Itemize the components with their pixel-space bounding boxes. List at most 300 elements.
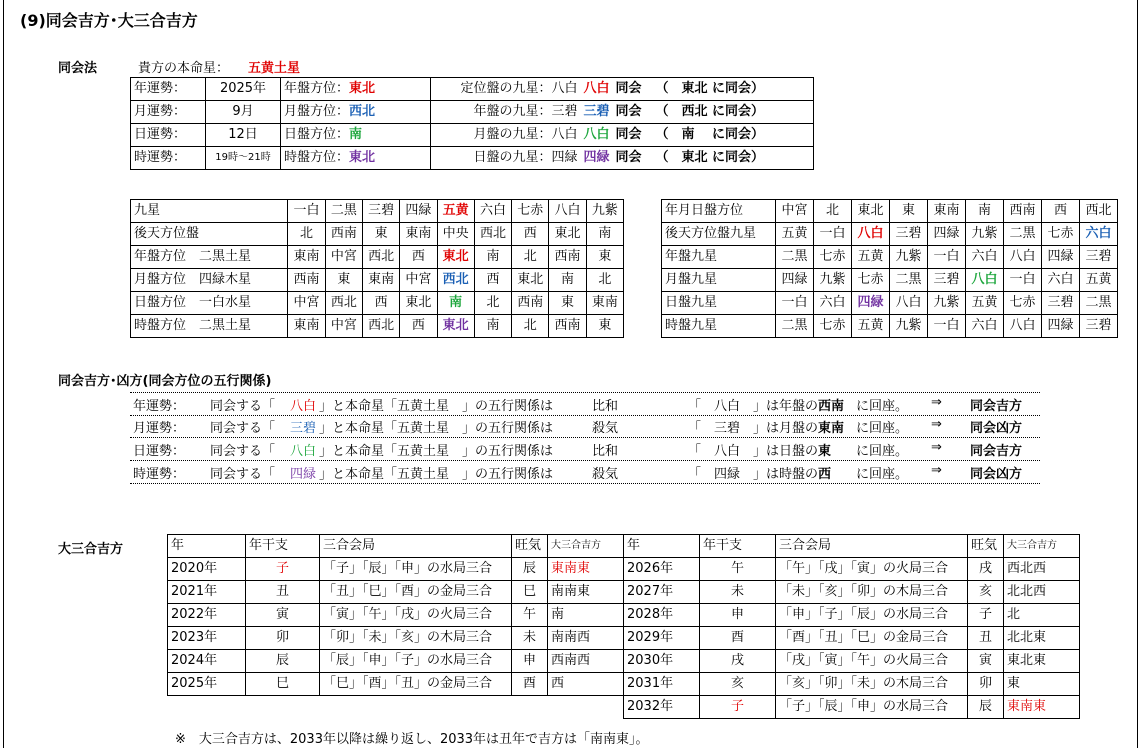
houi-header-cell: 中宮 <box>776 200 814 223</box>
houi-cell: 七赤 <box>814 246 852 269</box>
kyusei-header-cell: 一白 <box>288 200 325 223</box>
houi-cell: 三碧 <box>928 269 966 292</box>
daisango-kyoku: 「巳」「酉」「丑」の金局三合 <box>320 673 512 696</box>
kyusei-cell: 南 <box>437 292 474 315</box>
daisango-direction: 東南東 <box>548 558 624 581</box>
daisango-header-cell: 旺気 <box>512 535 548 558</box>
kikyo-q1: 「 四緑 」は時盤の <box>688 467 819 482</box>
houi-cell: 三碧 <box>890 223 928 246</box>
kyusei-header-cell: 二黒 <box>325 200 362 223</box>
daisango-kyoku: 「亥」「卯」「未」の木局三合 <box>776 673 968 696</box>
daisango-direction: 南南西 <box>548 627 624 650</box>
daisango-year: 2029年 <box>624 627 700 650</box>
daisango-row <box>168 604 1080 627</box>
kyusei-row <box>131 269 624 292</box>
daisango-header-row <box>168 535 1080 558</box>
kyusei-cell: 北 <box>288 223 325 246</box>
daisango-direction: 西 <box>548 673 624 696</box>
daisango-header-cell: 年干支 <box>246 535 320 558</box>
doukai-label: 日運勢： <box>131 124 206 147</box>
doukai-doukai: 同会 <box>615 104 642 119</box>
doukai-dir-label: 年盤方位： <box>284 81 350 96</box>
houi-cell: 日盤九星 <box>662 292 776 315</box>
kikyo-arrow: ⇒ <box>931 463 942 478</box>
doukai-value: 2025年 <box>206 78 281 101</box>
houi-cell: 九紫 <box>928 292 966 315</box>
kikyo-q1: 「 三碧 」は月盤の <box>688 421 819 436</box>
daisango-year: 2022年 <box>168 604 246 627</box>
daisango-note: ※ 大三合吉方は、2033年以降は繰り返し、2033年は丑年で吉方は「南南東」。 <box>175 732 649 747</box>
doukai-paren-dir: （ 東北 に同会） <box>655 81 765 96</box>
kyusei-header-cell: 九星 <box>131 200 288 223</box>
daisango-kanshi: 酉 <box>700 627 776 650</box>
daisango-header-cell: 年 <box>168 535 246 558</box>
houi-cell: 九紫 <box>966 223 1004 246</box>
kyusei-cell: 中宮 <box>325 246 362 269</box>
kikyo-result: 同会吉方 <box>970 399 1023 414</box>
kyusei-cell: 南 <box>474 246 511 269</box>
doukai-star: 八白 <box>551 127 578 142</box>
doukai-result-cell <box>581 147 814 170</box>
kyusei-cell: 東 <box>586 315 623 338</box>
daisango-ouki: 亥 <box>968 581 1004 604</box>
doukai-paren-dir: （ 西北 に同会） <box>655 104 765 119</box>
houi-cell: 六白 <box>814 292 852 315</box>
daisango-ouki: 巳 <box>512 581 548 604</box>
houi-cell: 八白 <box>1004 246 1042 269</box>
daisango-empty-cell <box>320 696 512 719</box>
kikyo-q2: に回座。 <box>856 467 909 482</box>
kyusei-cell: 東北 <box>437 315 474 338</box>
daisango-direction: 北北東 <box>1004 627 1080 650</box>
daisango-header-cell: 三合会局 <box>320 535 512 558</box>
daisango-kanshi: 未 <box>700 581 776 604</box>
kikyo-row <box>130 438 1040 461</box>
daisango-ouki: 丑 <box>968 627 1004 650</box>
doukai-heading: 同会法 <box>58 61 98 76</box>
kyusei-cell: 東南 <box>362 269 399 292</box>
houi-cell: 二黒 <box>1080 292 1118 315</box>
kyusei-cell: 時盤方位 二黒土星 <box>131 315 288 338</box>
daisango-kanshi: 子 <box>246 558 320 581</box>
houi-cell: 一白 <box>776 292 814 315</box>
kyusei-cell: 西北 <box>362 246 399 269</box>
kikyo-result: 同会凶方 <box>970 421 1023 436</box>
kikyo-row <box>130 461 1040 484</box>
houi-cell: 一白 <box>1004 269 1042 292</box>
houi-cell: 八白 <box>1004 315 1042 338</box>
kikyo-label: 日運勢： <box>133 444 186 459</box>
kikyo-relation: 比和 <box>592 399 619 414</box>
houi-header-cell: 東 <box>890 200 928 223</box>
daisango-kanshi: 卯 <box>246 627 320 650</box>
houi-header-cell: 東南 <box>928 200 966 223</box>
kikyo-star: 八白 <box>290 399 317 414</box>
daisango-row <box>168 558 1080 581</box>
honmei-label: 貴方の本命星： <box>138 61 230 76</box>
daisango-year: 2028年 <box>624 604 700 627</box>
daisango-kyoku: 「寅」「午」「戌」の火局三合 <box>320 604 512 627</box>
daisango-empty-cell <box>246 696 320 719</box>
doukai-star: 八白 <box>551 81 578 96</box>
daisango-direction: 北北西 <box>1004 581 1080 604</box>
doukai-star-colored: 四緑 <box>583 150 610 165</box>
kyusei-header-cell: 五黄 <box>437 200 474 223</box>
kikyo-label: 年運勢： <box>133 399 186 414</box>
doukai-star-colored: 三碧 <box>583 104 610 119</box>
kikyo-label: 月運勢： <box>133 421 186 436</box>
doukai-dir: 西北 <box>349 104 376 119</box>
kikyo-arrow: ⇒ <box>931 440 942 455</box>
daisango-kyoku: 「酉」「丑」「巳」の金局三合 <box>776 627 968 650</box>
houi-cell: 後天方位盤九星 <box>662 223 776 246</box>
houi-cell: 年盤九星 <box>662 246 776 269</box>
kyusei-cell: 北 <box>512 315 549 338</box>
kyusei-cell: 東南 <box>288 315 325 338</box>
houi-cell: 六白 <box>966 246 1004 269</box>
daisango-year: 2025年 <box>168 673 246 696</box>
daisango-ouki: 辰 <box>968 696 1004 719</box>
kyusei-cell: 西北 <box>437 269 474 292</box>
houi-cell: 四緑 <box>1042 315 1080 338</box>
doukai-dir: 南 <box>349 127 363 142</box>
houi-cell: 二黒 <box>776 246 814 269</box>
kyusei-cell: 中央 <box>437 223 474 246</box>
doukai-star-cell <box>431 101 581 124</box>
daisango-direction: 南南東 <box>548 581 624 604</box>
doukai-dir-label: 月盤方位： <box>284 104 350 119</box>
kikyo-q2: に回座。 <box>856 421 909 436</box>
kyusei-cell: 東 <box>586 246 623 269</box>
kyusei-cell: 東南 <box>288 246 325 269</box>
daisango-ouki: 子 <box>968 604 1004 627</box>
daisango-year: 2023年 <box>168 627 246 650</box>
kikyo-row <box>130 415 1040 438</box>
daisango-ouki: 戌 <box>968 558 1004 581</box>
kyusei-cell: 日盤方位 一白水星 <box>131 292 288 315</box>
daisango-header-cell: 大三合吉方 <box>1004 535 1080 558</box>
houi-cell: 一白 <box>928 246 966 269</box>
kyusei-cell: 年盤方位 二黒土星 <box>131 246 288 269</box>
daisango-direction: 南 <box>548 604 624 627</box>
kikyo-post: 」と本命星「五黄土星 」の五行関係は <box>319 467 554 482</box>
kyusei-row <box>131 223 624 246</box>
houi-cell: 月盤九星 <box>662 269 776 292</box>
kyusei-cell: 東北 <box>437 246 474 269</box>
doukai-dir: 東北 <box>349 150 376 165</box>
houi-cell: 三碧 <box>1042 292 1080 315</box>
houi-header-cell: 西 <box>1042 200 1080 223</box>
daisango-empty-cell <box>168 696 246 719</box>
houi-header-cell: 年月日盤方位 <box>662 200 776 223</box>
kyusei-cell: 北 <box>512 246 549 269</box>
kyusei-cell: 後天方位盤 <box>131 223 288 246</box>
daisango-kyoku: 「午」「戌」「寅」の火局三合 <box>776 558 968 581</box>
houi-cell: 五黄 <box>776 223 814 246</box>
houi-header-cell: 西南 <box>1004 200 1042 223</box>
kikyo-q2: に回座。 <box>856 399 909 414</box>
doukai-star-label: 日盤の九星： <box>473 150 552 165</box>
kyusei-cell: 東 <box>549 292 586 315</box>
daisango-kanshi: 丑 <box>246 581 320 604</box>
houi-cell: 四緑 <box>928 223 966 246</box>
kyusei-cell: 東 <box>362 223 399 246</box>
kyusei-cell: 南 <box>586 223 623 246</box>
daisango-year: 2020年 <box>168 558 246 581</box>
kyusei-cell: 東 <box>325 269 362 292</box>
doukai-dir-cell <box>281 124 431 147</box>
houi-cell: 九紫 <box>890 246 928 269</box>
daisango-kyoku: 「戌」「寅」「午」の火局三合 <box>776 650 968 673</box>
houi-cell: 八白 <box>852 223 890 246</box>
houi-cell: 五黄 <box>966 292 1004 315</box>
doukai-star-cell <box>431 124 581 147</box>
daisango-kyoku: 「未」「亥」「卯」の木局三合 <box>776 581 968 604</box>
daisango-ouki: 卯 <box>968 673 1004 696</box>
kyusei-row <box>131 246 624 269</box>
daisango-year: 2024年 <box>168 650 246 673</box>
houi-cell: 一白 <box>928 315 966 338</box>
daisango-kyoku: 「申」「子」「辰」の水局三合 <box>776 604 968 627</box>
kyusei-header-row <box>131 200 624 223</box>
daisango-year: 2026年 <box>624 558 700 581</box>
houi-cell: 二黒 <box>776 315 814 338</box>
doukai-label: 月運勢： <box>131 101 206 124</box>
kikyo-q1: 「 八白 」は日盤の <box>688 444 819 459</box>
daisango-empty-cell <box>512 696 548 719</box>
kikyo-dir: 西 <box>818 467 832 482</box>
kyusei-cell: 西南 <box>549 315 586 338</box>
doukai-star: 四緑 <box>551 150 578 165</box>
kyusei-header-cell: 三碧 <box>362 200 399 223</box>
houi-header-cell: 北 <box>814 200 852 223</box>
daisango-kyoku: 「丑」「巳」「酉」の金局三合 <box>320 581 512 604</box>
daisango-header-cell: 三合会局 <box>776 535 968 558</box>
kikyo-dir: 西南 <box>818 399 845 414</box>
houi-cell: 五黄 <box>1080 269 1118 292</box>
houi-row <box>662 223 1118 246</box>
daisango-kanshi: 寅 <box>246 604 320 627</box>
daisango-year: 2032年 <box>624 696 700 719</box>
daisango-heading: 大三合吉方 <box>58 542 124 557</box>
houi-cell: 四緑 <box>852 292 890 315</box>
houi-row <box>662 269 1118 292</box>
daisango-header-cell: 旺気 <box>968 535 1004 558</box>
kyusei-cell: 中宮 <box>400 269 437 292</box>
kyusei-cell: 西北 <box>325 292 362 315</box>
daisango-header-cell: 大三合吉方 <box>548 535 624 558</box>
daisango-direction: 西南西 <box>548 650 624 673</box>
houi-cell: 七赤 <box>1042 223 1080 246</box>
doukai-star: 三碧 <box>551 104 578 119</box>
daisango-kanshi: 午 <box>700 558 776 581</box>
kyusei-header-cell: 六白 <box>474 200 511 223</box>
daisango-ouki: 申 <box>512 650 548 673</box>
kyusei-cell: 西 <box>362 292 399 315</box>
doukai-doukai: 同会 <box>615 150 642 165</box>
daisango-kanshi: 申 <box>700 604 776 627</box>
kyusei-cell: 東南 <box>586 292 623 315</box>
daisango-year: 2030年 <box>624 650 700 673</box>
doukai-dir-cell <box>281 147 431 170</box>
daisango-kanshi: 辰 <box>246 650 320 673</box>
kikyo-post: 」と本命星「五黄土星 」の五行関係は <box>319 399 554 414</box>
daisango-ouki: 未 <box>512 627 548 650</box>
doukai-value: 9月 <box>206 101 281 124</box>
kyusei-row <box>131 292 624 315</box>
doukai-paren-dir: （ 南 に同会） <box>655 127 765 142</box>
houi-table <box>661 199 1118 338</box>
kikyo-pre: 同会する「 <box>210 399 276 414</box>
doukai-result-cell <box>581 124 814 147</box>
kyusei-cell: 北 <box>586 269 623 292</box>
houi-cell: 九紫 <box>814 269 852 292</box>
kyusei-cell: 西北 <box>362 315 399 338</box>
kikyo-star: 四緑 <box>290 467 317 482</box>
kyusei-cell: 西南 <box>512 292 549 315</box>
kyusei-header-cell: 九紫 <box>586 200 623 223</box>
kyusei-cell: 西 <box>474 269 511 292</box>
daisango-direction: 西北西 <box>1004 558 1080 581</box>
doukai-value: 12日 <box>206 124 281 147</box>
kyusei-cell: 東北 <box>512 269 549 292</box>
doukai-doukai: 同会 <box>615 127 642 142</box>
houi-row <box>662 246 1118 269</box>
kikyo-pre: 同会する「 <box>210 467 276 482</box>
houi-cell: 六白 <box>1042 269 1080 292</box>
houi-cell: 七赤 <box>814 315 852 338</box>
daisango-kanshi: 子 <box>700 696 776 719</box>
daisango-year: 2031年 <box>624 673 700 696</box>
houi-cell: 八白 <box>890 292 928 315</box>
kikyo-pre: 同会する「 <box>210 444 276 459</box>
daisango-row <box>168 673 1080 696</box>
daisango-empty-cell <box>548 696 624 719</box>
doukai-paren-dir: （ 東北 に同会） <box>655 150 765 165</box>
kikyo-pre: 同会する「 <box>210 421 276 436</box>
houi-cell: 四緑 <box>776 269 814 292</box>
doukai-row <box>131 101 814 124</box>
doukai-label: 年運勢： <box>131 78 206 101</box>
kyusei-cell: 東北 <box>400 292 437 315</box>
daisango-kanshi: 亥 <box>700 673 776 696</box>
daisango-row <box>168 696 1080 719</box>
houi-cell: 三碧 <box>1080 246 1118 269</box>
kikyo-post: 」と本命星「五黄土星 」の五行関係は <box>319 421 554 436</box>
daisango-ouki: 寅 <box>968 650 1004 673</box>
kyusei-row <box>131 315 624 338</box>
houi-cell: 七赤 <box>1004 292 1042 315</box>
daisango-header-cell: 年 <box>624 535 700 558</box>
kyusei-cell: 西南 <box>549 246 586 269</box>
kyusei-cell: 南 <box>474 315 511 338</box>
doukai-star-label: 年盤の九星： <box>473 104 552 119</box>
kikyo-post: 」と本命星「五黄土星 」の五行関係は <box>319 444 554 459</box>
doukai-star-cell <box>431 147 581 170</box>
kikyo-row <box>130 392 1040 416</box>
houi-cell: 八白 <box>966 269 1004 292</box>
kikyo-relation: 比和 <box>592 444 619 459</box>
daisango-kyoku: 「辰」「申」「子」の水局三合 <box>320 650 512 673</box>
houi-header-cell: 西北 <box>1080 200 1118 223</box>
daisango-ouki: 辰 <box>512 558 548 581</box>
kyusei-cell: 西 <box>512 223 549 246</box>
daisango-header-cell: 年干支 <box>700 535 776 558</box>
daisango-year: 2021年 <box>168 581 246 604</box>
kyusei-cell: 中宮 <box>325 315 362 338</box>
kikyo-result: 同会吉方 <box>970 444 1023 459</box>
kikyo-heading: 同会吉方･凶方(同会方位の五行関係) <box>58 374 272 389</box>
houi-cell: 時盤九星 <box>662 315 776 338</box>
doukai-result-cell <box>581 101 814 124</box>
kikyo-arrow: ⇒ <box>931 417 942 432</box>
kyusei-cell: 北 <box>474 292 511 315</box>
honmei-value: 五黄土星 <box>248 61 301 76</box>
kyusei-table <box>130 199 624 338</box>
kyusei-cell: 西南 <box>288 269 325 292</box>
doukai-value: 19時～21時 <box>206 147 281 170</box>
kikyo-q1: 「 八白 」は年盤の <box>688 399 819 414</box>
houi-cell: 五黄 <box>852 246 890 269</box>
kyusei-cell: 南 <box>549 269 586 292</box>
houi-cell: 七赤 <box>852 269 890 292</box>
houi-header-cell: 東北 <box>852 200 890 223</box>
daisango-direction: 北 <box>1004 604 1080 627</box>
daisango-row <box>168 627 1080 650</box>
doukai-label: 時運勢： <box>131 147 206 170</box>
doukai-dir-label: 時盤方位： <box>284 150 350 165</box>
houi-cell: 六白 <box>966 315 1004 338</box>
daisango-kyoku: 「子」「辰」「申」の水局三合 <box>776 696 968 719</box>
kyusei-header-cell: 八白 <box>549 200 586 223</box>
kyusei-cell: 中宮 <box>288 292 325 315</box>
doukai-star-cell <box>431 78 581 101</box>
kikyo-relation: 殺気 <box>592 467 619 482</box>
daisango-ouki: 午 <box>512 604 548 627</box>
houi-cell: 一白 <box>814 223 852 246</box>
kikyo-dir: 東 <box>818 444 832 459</box>
doukai-star-colored: 八白 <box>583 81 610 96</box>
kyusei-header-cell: 四緑 <box>400 200 437 223</box>
kyusei-cell: 西南 <box>325 223 362 246</box>
kikyo-relation: 殺気 <box>592 421 619 436</box>
daisango-kanshi: 巳 <box>246 673 320 696</box>
doukai-row <box>131 78 814 101</box>
houi-row <box>662 315 1118 338</box>
doukai-doukai: 同会 <box>615 81 642 96</box>
houi-cell: 二黒 <box>890 269 928 292</box>
daisango-direction: 東 <box>1004 673 1080 696</box>
doukai-row <box>131 147 814 170</box>
daisango-kanshi: 戌 <box>700 650 776 673</box>
kikyo-q2: に回座。 <box>856 444 909 459</box>
kyusei-header-cell: 七赤 <box>512 200 549 223</box>
doukai-star-colored: 八白 <box>583 127 610 142</box>
kikyo-arrow: ⇒ <box>931 395 942 410</box>
houi-row <box>662 292 1118 315</box>
daisango-ouki: 酉 <box>512 673 548 696</box>
kikyo-label: 時運勢： <box>133 467 186 482</box>
doukai-star-label: 定位盤の九星： <box>460 81 552 96</box>
kikyo-result: 同会凶方 <box>970 467 1023 482</box>
houi-cell: 三碧 <box>1080 315 1118 338</box>
houi-cell: 五黄 <box>852 315 890 338</box>
houi-cell: 四緑 <box>1042 246 1080 269</box>
kyusei-cell: 西 <box>400 315 437 338</box>
kyusei-cell: 月盤方位 四緑木星 <box>131 269 288 292</box>
houi-header-row <box>662 200 1118 223</box>
kyusei-cell: 東南 <box>400 223 437 246</box>
